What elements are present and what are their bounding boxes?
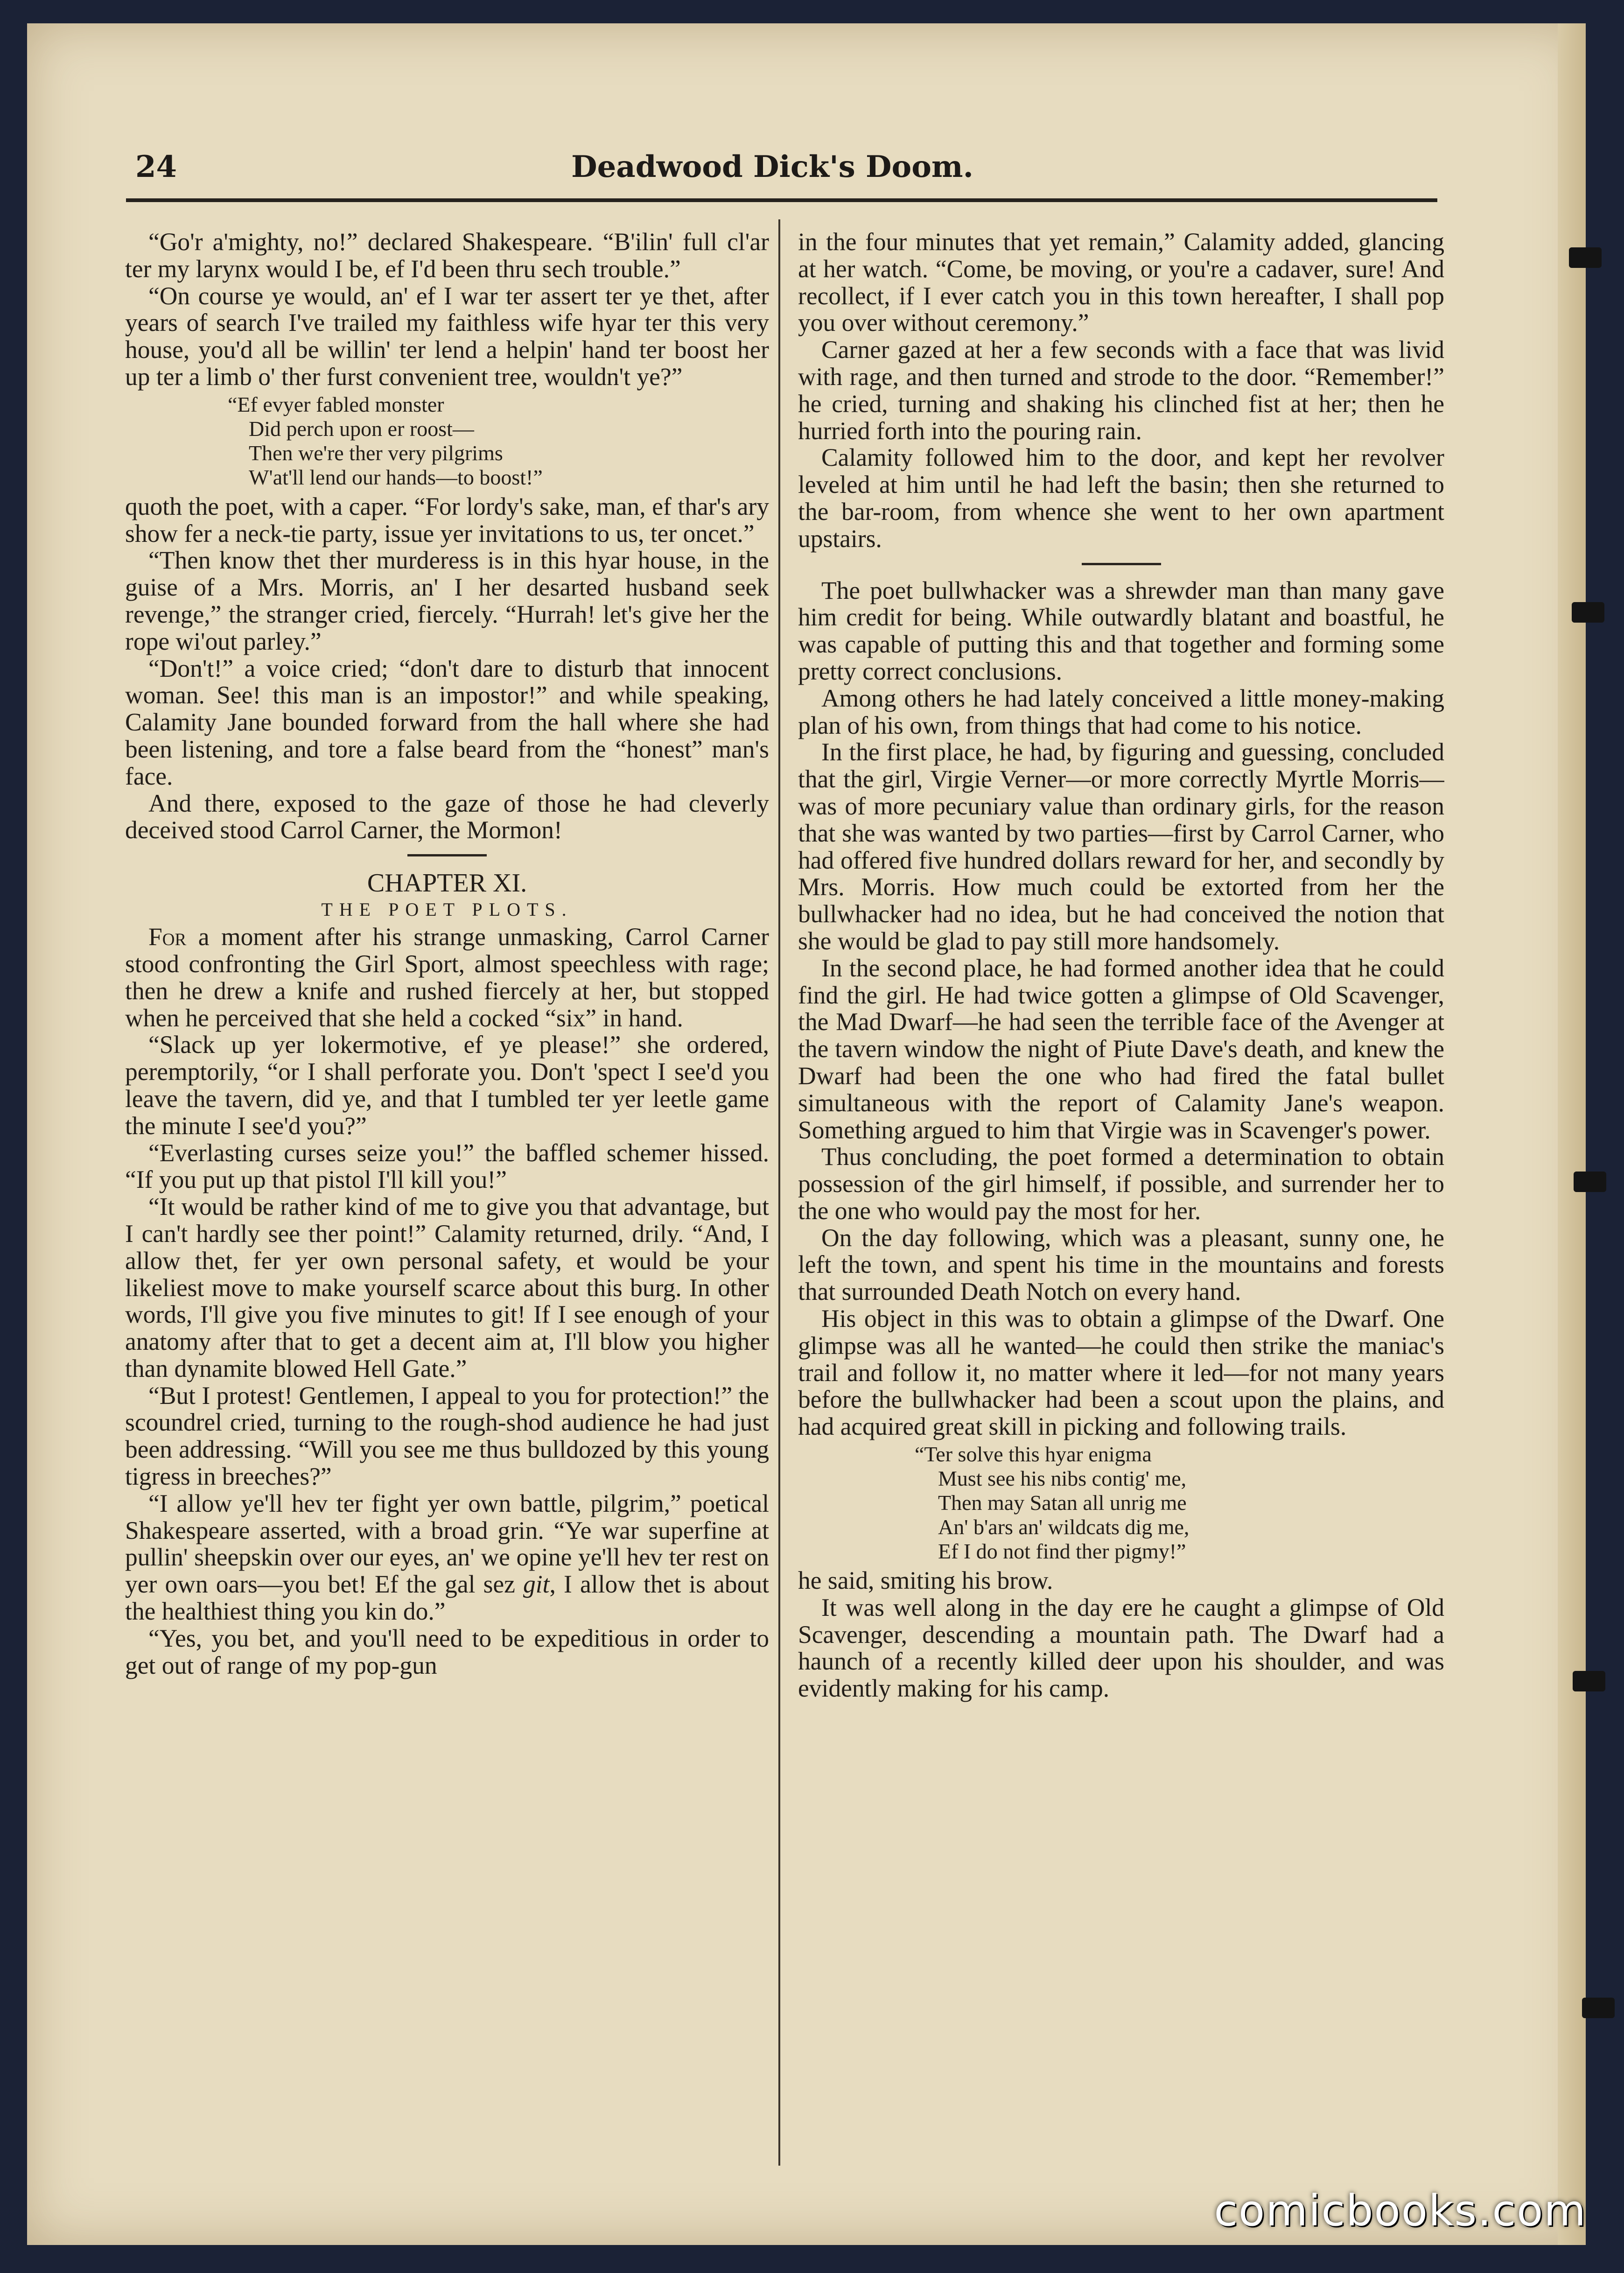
column-divider xyxy=(778,219,780,2166)
paragraph: Thus concluding, the poet formed a determination to obtain possession of the girl himself, if possible, and surrender her to the one who would pay the most for her. xyxy=(798,1143,1444,1225)
binding-staple-mark xyxy=(1573,1671,1605,1691)
page-header xyxy=(107,149,1437,191)
paragraph-text: a moment after his strange unmasking, Carrol Carner stood confronting the Girl Sport, almost speechless with rage; then he drew a knife and rushed fiercely at her, but stopped when he perceived that she held a cocked “six” in hand. xyxy=(125,923,769,1032)
paragraph-text: “I allow ye'll hev ter fight yer own battle, pilgrim,” poetical Shakespeare asserted, with a broad grin. “Ye war superfine at pullin' sheepskin over our eyes, an' we opine ye'll hev ter rest on yer own oars—you bet! Ef the gal sez xyxy=(125,1489,769,1599)
binding-staple-mark xyxy=(1569,247,1602,268)
paragraph: “But I protest! Gentlemen, I appeal to you for protection!” the scoundrel cried, turning to the rough-shod audience he had just been addressing. “Will you see me thus bulldozed by this young tigress in breeches?” xyxy=(125,1381,769,1491)
chapter-title: CHAPTER XI. xyxy=(367,869,527,898)
verse-block xyxy=(125,393,769,490)
paragraph: “Yes, you bet, and you'll need to be expeditious in order to get out of range of my pop-gun xyxy=(125,1624,769,1679)
binding-staple-mark xyxy=(1572,602,1604,623)
running-title: Deadwood Dick's Doom. xyxy=(571,149,973,184)
paragraph: Among others he had lately conceived a little money-making plan of his own, from things that had come to his notice. xyxy=(798,684,1444,739)
paragraph-text: , I allow thet is about the healthiest thing you kin do.” xyxy=(125,1570,769,1626)
paragraph: In the first place, he had, by figuring and guessing, concluded that the girl, Virgie Verner—or more correctly Myrtle Morris—was of more pecuniary value than ordinary girls, for the reason that she was wanted by two parties—first by Carrol Carner, who had offered five hundred dollars reward for her, and secondly by Mrs. Morris. How much could be extorted from her the bullwhacker had no idea, but he had conceived the notion that she would be glad to pay still more handsomely. xyxy=(798,738,1444,955)
verse-line: “Ef evyer fabled monster xyxy=(228,392,444,416)
site-watermark: comicbooks.com xyxy=(1214,2186,1587,2236)
paragraph: “Everlasting curses seize you!” the baffled schemer hissed. “If you put up that pistol I'll kill you!” xyxy=(125,1138,769,1194)
paragraph: It was well along in the day ere he caught a glimpse of Old Scavenger, descending a mountain path. The Dwarf had a haunch of a recently killed deer upon his shoulder, and was evidently making for his camp. xyxy=(798,1593,1444,1703)
paragraph: In the second place, he had formed another idea that he could find the girl. He had twice gotten a glimpse of Old Scavenger, the Mad Dwarf—he had seen the terrible face of the Avenger at the tavern window the night of Piute Dave's death, and knew the Dwarf had been the one who had fired the fatal bullet simultaneous with the report of Calamity Jane's weapon. Something argued to him that Virgie was in Scavenger's power. xyxy=(798,954,1444,1144)
verse-line: Did perch upon er roost— xyxy=(249,416,474,441)
chapter-subtitle: THE POET PLOTS. xyxy=(321,899,573,920)
verse-line: Ef I do not find ther pigmy!” xyxy=(938,1539,1186,1564)
paragraph: “Slack up yer lokermotive, ef ye please!” she ordered, peremptorily, “or I shall perforate you. Don't 'spect I see'd you leave the tavern, did ye, and that I tumbled ter yer leetle game the minute I see'd you?” xyxy=(125,1031,769,1140)
paragraph: “On course ye would, an' ef I war ter assert ter ye thet, after years of search I've trailed my faithless wife hyar ter this very house, you'd all be willin' ter lend a helpin' hand ter boost her up ter a limb o' ther furst convenient tree, wouldn't ye?” xyxy=(125,281,769,391)
lead-word: For xyxy=(148,923,187,951)
header-rule xyxy=(126,198,1437,202)
page-spine-edge xyxy=(1558,23,1586,2245)
paragraph: On the day following, which was a pleasant, sunny one, he left the town, and spent his time in the mountains and forests that surrounded Death Notch on every hand. xyxy=(798,1223,1444,1306)
left-column xyxy=(125,229,769,2166)
verse-line: Then we're ther very pilgrims xyxy=(249,441,503,465)
paragraph: The poet bullwhacker was a shrewder man than many gave him credit for being. While outwardly blatant and boastful, he was capable of putting this and that together and forming some pretty correct conclusions. xyxy=(798,576,1444,685)
verse-line: An' b'ars an' wildcats dig me, xyxy=(938,1515,1190,1539)
paragraph: “It would be rather kind of me to give you that advantage, but I can't hardly see ther point!” Calamity returned, drily. “And, I allow thet, fer yer own personal safety, et would be your likeliest move to make yourself scarce about this burg. In other words, I'll give you five minutes to git! If I see enough of your anatomy after that to get a decent aim at, I'll blow you higher than dynamite blowed Hell Gate.” xyxy=(125,1193,769,1382)
verse-block xyxy=(798,1442,1444,1564)
verse-line: W'at'll lend our hands—to boost!” xyxy=(249,465,543,489)
emphasis: git xyxy=(523,1570,550,1599)
paragraph: Carner gazed at her a few seconds with a face that was livid with rage, and then turned and strode to the door. “Remember!” he cried, turning and shaking his clinched fist at her; then he hurried forth into the pouring rain. xyxy=(798,336,1444,445)
paragraph: “Then know thet ther murderess is in this hyar house, in the guise of a Mrs. Morris, an' I her desarted husband seek revenge,” the stranger cried, fiercely. “Hurrah! let's give her the rope wi'out parley.” xyxy=(125,546,769,655)
paragraph: His object in this was to obtain a glimpse of the Dwarf. One glimpse was all he wanted—he could then strike the maniac's trail and follow it, no matter where it led—for not many years before the bullwhacker had been a scout upon the plains, and had acquired great skill in picking and following trails. xyxy=(798,1305,1444,1441)
paragraph: he said, smiting his brow. xyxy=(798,1566,1053,1595)
paragraph: “Don't!” a voice cried; “don't dare to disturb that innocent woman. See! this man is an impostor!” and while speaking, Calamity Jane bounded forward from the hall where she had been listening, and tore a false beard from the “honest” man's face. xyxy=(125,654,769,790)
binding-staple-mark xyxy=(1582,1998,1615,2018)
paragraph: quoth the poet, with a caper. “For lordy's sake, man, ef thar's ary show fer a neck-tie party, issue yer invitations to us, ter oncet.” xyxy=(125,492,769,547)
paragraph xyxy=(125,924,769,1031)
binding-staple-mark xyxy=(1574,1172,1606,1192)
paragraph: And there, exposed to the gaze of those he had cleverly deceived stood Carrol Carner, the Mormon! xyxy=(125,789,769,844)
paragraph: Calamity followed him to the door, and kept her revolver leveled at him until he had left the basin; then she returned to the bar-room, from whence she went to her own apartment upstairs. xyxy=(798,443,1444,553)
page-number: 24 xyxy=(135,149,177,184)
paragraph: “Go'r a'mighty, no!” declared Shakespeare. “B'ilin' full cl'ar ter my larynx would I be, ef I'd been thru sech trouble.” xyxy=(125,229,769,283)
verse-line: Then may Satan all unrig me xyxy=(938,1491,1187,1515)
section-rule xyxy=(1082,563,1161,565)
paragraph: in the four minutes that yet remain,” Calamity added, glancing at her watch. “Come, be moving, or you're a cadaver, sure! And recollect, if I ever catch you in this town hereafter, I shall pop you over without ceremony.” xyxy=(798,229,1444,337)
verse-line: “Ter solve this hyar enigma xyxy=(915,1442,1152,1466)
verse-line: Must see his nibs contig' me, xyxy=(938,1466,1187,1491)
section-rule xyxy=(407,854,487,856)
right-column xyxy=(798,229,1444,2166)
paragraph xyxy=(125,1490,769,1625)
